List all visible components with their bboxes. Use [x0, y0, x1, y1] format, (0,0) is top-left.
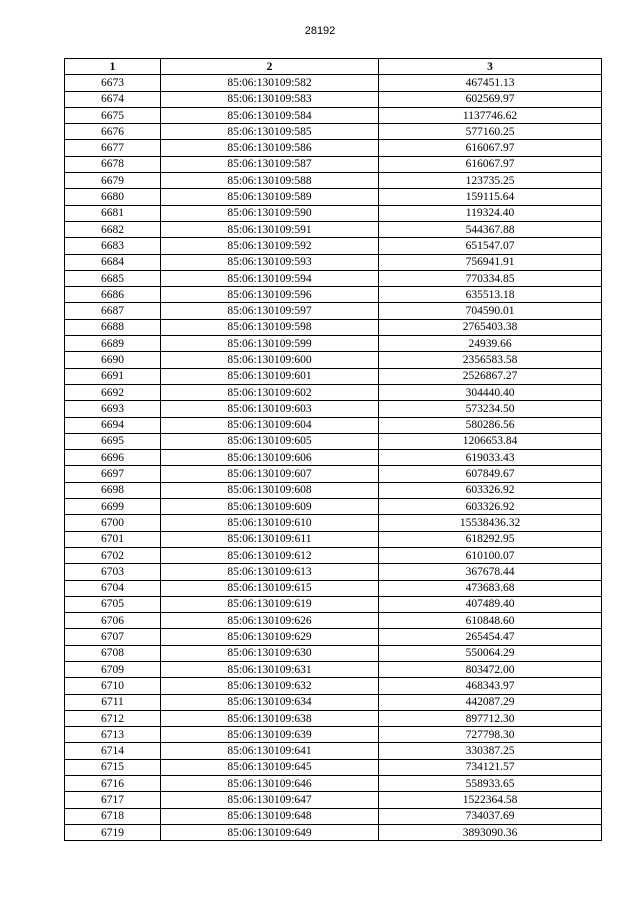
row-number-cell: 6718	[65, 808, 161, 824]
row-number-cell: 6693	[65, 401, 161, 417]
cadastral-number-cell: 85:06:130109:612	[161, 547, 379, 563]
table-row	[65, 694, 602, 710]
value-cell: 407489.40	[379, 596, 602, 612]
table-row	[65, 743, 602, 759]
cadastral-number-cell: 85:06:130109:582	[161, 75, 379, 91]
row-number-cell: 6712	[65, 710, 161, 726]
cadastral-number-cell: 85:06:130109:587	[161, 156, 379, 172]
column-header-3: 3	[379, 59, 602, 75]
value-cell: 635513.18	[379, 287, 602, 303]
cadastral-number-cell: 85:06:130109:586	[161, 140, 379, 156]
table-row	[65, 564, 602, 580]
table-row	[65, 124, 602, 140]
value-cell: 770334.85	[379, 270, 602, 286]
cadastral-number-cell: 85:06:130109:597	[161, 303, 379, 319]
cadastral-number-cell: 85:06:130109:607	[161, 466, 379, 482]
value-cell: 651547.07	[379, 238, 602, 254]
row-number-cell: 6706	[65, 613, 161, 629]
cadastral-number-cell: 85:06:130109:605	[161, 433, 379, 449]
table-row	[65, 205, 602, 221]
value-cell: 619033.43	[379, 450, 602, 466]
value-cell: 580286.56	[379, 417, 602, 433]
cadastral-number-cell: 85:06:130109:596	[161, 287, 379, 303]
cadastral-number-cell: 85:06:130109:645	[161, 759, 379, 775]
table-row	[65, 303, 602, 319]
page-number: 28192	[304, 25, 336, 37]
row-number-cell: 6697	[65, 466, 161, 482]
row-number-cell: 6694	[65, 417, 161, 433]
value-cell: 15538436.32	[379, 515, 602, 531]
row-number-cell: 6703	[65, 564, 161, 580]
value-cell: 803472.00	[379, 661, 602, 677]
table-row	[65, 759, 602, 775]
cadastral-number-cell: 85:06:130109:646	[161, 776, 379, 792]
cadastral-number-cell: 85:06:130109:609	[161, 499, 379, 515]
table-row	[65, 727, 602, 743]
value-cell: 1137746.62	[379, 107, 602, 123]
value-cell: 573234.50	[379, 401, 602, 417]
table-row	[65, 384, 602, 400]
table-row	[65, 613, 602, 629]
value-cell: 2356583.58	[379, 352, 602, 368]
row-number-cell: 6715	[65, 759, 161, 775]
table-row	[65, 776, 602, 792]
value-cell: 734121.57	[379, 759, 602, 775]
cadastral-number-cell: 85:06:130109:611	[161, 531, 379, 547]
cadastral-number-cell: 85:06:130109:648	[161, 808, 379, 824]
row-number-cell: 6695	[65, 433, 161, 449]
cadastral-number-cell: 85:06:130109:603	[161, 401, 379, 417]
column-header-1: 1	[65, 59, 161, 75]
cadastral-number-cell: 85:06:130109:626	[161, 613, 379, 629]
table-row	[65, 238, 602, 254]
column-header-2: 2	[161, 59, 379, 75]
table-row	[65, 482, 602, 498]
cadastral-number-cell: 85:06:130109:601	[161, 368, 379, 384]
table-row	[65, 417, 602, 433]
value-cell: 704590.01	[379, 303, 602, 319]
row-number-cell: 6701	[65, 531, 161, 547]
cadastral-number-cell: 85:06:130109:629	[161, 629, 379, 645]
registry-table	[64, 58, 602, 841]
cadastral-number-cell: 85:06:130109:585	[161, 124, 379, 140]
table-row	[65, 629, 602, 645]
cadastral-number-cell: 85:06:130109:604	[161, 417, 379, 433]
table-row	[65, 368, 602, 384]
row-number-cell: 6685	[65, 270, 161, 286]
cadastral-number-cell: 85:06:130109:590	[161, 205, 379, 221]
row-number-cell: 6676	[65, 124, 161, 140]
table-row	[65, 645, 602, 661]
table-row	[65, 580, 602, 596]
table-row	[65, 254, 602, 270]
row-number-cell: 6698	[65, 482, 161, 498]
row-number-cell: 6713	[65, 727, 161, 743]
table-row	[65, 189, 602, 205]
row-number-cell: 6709	[65, 661, 161, 677]
row-number-cell: 6717	[65, 792, 161, 808]
row-number-cell: 6687	[65, 303, 161, 319]
value-cell: 467451.13	[379, 75, 602, 91]
cadastral-number-cell: 85:06:130109:647	[161, 792, 379, 808]
table-row	[65, 287, 602, 303]
value-cell: 367678.44	[379, 564, 602, 580]
cadastral-number-cell: 85:06:130109:632	[161, 678, 379, 694]
table-row	[65, 336, 602, 352]
row-number-cell: 6683	[65, 238, 161, 254]
value-cell: 24939.66	[379, 336, 602, 352]
row-number-cell: 6679	[65, 173, 161, 189]
value-cell: 159115.64	[379, 189, 602, 205]
row-number-cell: 6677	[65, 140, 161, 156]
row-number-cell: 6711	[65, 694, 161, 710]
value-cell: 734037.69	[379, 808, 602, 824]
value-cell: 610848.60	[379, 613, 602, 629]
cadastral-number-cell: 85:06:130109:588	[161, 173, 379, 189]
value-cell: 610100.07	[379, 547, 602, 563]
row-number-cell: 6699	[65, 499, 161, 515]
table-row	[65, 531, 602, 547]
cadastral-number-cell: 85:06:130109:598	[161, 319, 379, 335]
table-row	[65, 352, 602, 368]
table-row	[65, 140, 602, 156]
row-number-cell: 6684	[65, 254, 161, 270]
table-row	[65, 319, 602, 335]
table-row	[65, 661, 602, 677]
cadastral-number-cell: 85:06:130109:639	[161, 727, 379, 743]
value-cell: 3893090.36	[379, 824, 602, 840]
row-number-cell: 6675	[65, 107, 161, 123]
cadastral-number-cell: 85:06:130109:602	[161, 384, 379, 400]
row-number-cell: 6708	[65, 645, 161, 661]
table-row	[65, 710, 602, 726]
table-row	[65, 91, 602, 107]
value-cell: 2765403.38	[379, 319, 602, 335]
value-cell: 265454.47	[379, 629, 602, 645]
row-number-cell: 6678	[65, 156, 161, 172]
cadastral-number-cell: 85:06:130109:641	[161, 743, 379, 759]
value-cell: 123735.25	[379, 173, 602, 189]
table-row	[65, 808, 602, 824]
value-cell: 603326.92	[379, 499, 602, 515]
value-cell: 616067.97	[379, 140, 602, 156]
value-cell: 2526867.27	[379, 368, 602, 384]
value-cell: 607849.67	[379, 466, 602, 482]
cadastral-number-cell: 85:06:130109:584	[161, 107, 379, 123]
value-cell: 550064.29	[379, 645, 602, 661]
row-number-cell: 6719	[65, 824, 161, 840]
table-body	[65, 75, 602, 841]
cadastral-number-cell: 85:06:130109:599	[161, 336, 379, 352]
table-row	[65, 547, 602, 563]
cadastral-number-cell: 85:06:130109:638	[161, 710, 379, 726]
cadastral-number-cell: 85:06:130109:606	[161, 450, 379, 466]
row-number-cell: 6681	[65, 205, 161, 221]
value-cell: 577160.25	[379, 124, 602, 140]
value-cell: 618292.95	[379, 531, 602, 547]
value-cell: 468343.97	[379, 678, 602, 694]
value-cell: 727798.30	[379, 727, 602, 743]
cadastral-number-cell: 85:06:130109:619	[161, 596, 379, 612]
cadastral-number-cell: 85:06:130109:591	[161, 221, 379, 237]
row-number-cell: 6704	[65, 580, 161, 596]
cadastral-number-cell: 85:06:130109:613	[161, 564, 379, 580]
cadastral-number-cell: 85:06:130109:583	[161, 91, 379, 107]
value-cell: 119324.40	[379, 205, 602, 221]
cadastral-number-cell: 85:06:130109:615	[161, 580, 379, 596]
table-header-row	[65, 59, 602, 75]
cadastral-number-cell: 85:06:130109:589	[161, 189, 379, 205]
row-number-cell: 6688	[65, 319, 161, 335]
value-cell: 1522364.58	[379, 792, 602, 808]
cadastral-number-cell: 85:06:130109:600	[161, 352, 379, 368]
table-row	[65, 515, 602, 531]
row-number-cell: 6714	[65, 743, 161, 759]
table-row	[65, 75, 602, 91]
row-number-cell: 6691	[65, 368, 161, 384]
table-row	[65, 466, 602, 482]
row-number-cell: 6682	[65, 221, 161, 237]
row-number-cell: 6692	[65, 384, 161, 400]
value-cell: 603326.92	[379, 482, 602, 498]
value-cell: 544367.88	[379, 221, 602, 237]
row-number-cell: 6690	[65, 352, 161, 368]
table-row	[65, 450, 602, 466]
row-number-cell: 6686	[65, 287, 161, 303]
table-row	[65, 401, 602, 417]
table-row	[65, 433, 602, 449]
value-cell: 616067.97	[379, 156, 602, 172]
value-cell: 756941.91	[379, 254, 602, 270]
row-number-cell: 6700	[65, 515, 161, 531]
value-cell: 1206653.84	[379, 433, 602, 449]
row-number-cell: 6680	[65, 189, 161, 205]
table-row	[65, 596, 602, 612]
row-number-cell: 6702	[65, 547, 161, 563]
cadastral-number-cell: 85:06:130109:649	[161, 824, 379, 840]
row-number-cell: 6705	[65, 596, 161, 612]
value-cell: 558933.65	[379, 776, 602, 792]
table-row	[65, 678, 602, 694]
value-cell: 330387.25	[379, 743, 602, 759]
value-cell: 473683.68	[379, 580, 602, 596]
cadastral-number-cell: 85:06:130109:608	[161, 482, 379, 498]
row-number-cell: 6696	[65, 450, 161, 466]
cadastral-number-cell: 85:06:130109:634	[161, 694, 379, 710]
value-cell: 897712.30	[379, 710, 602, 726]
table-row	[65, 270, 602, 286]
table-row	[65, 221, 602, 237]
value-cell: 304440.40	[379, 384, 602, 400]
cadastral-number-cell: 85:06:130109:630	[161, 645, 379, 661]
row-number-cell: 6689	[65, 336, 161, 352]
row-number-cell: 6674	[65, 91, 161, 107]
table-row	[65, 156, 602, 172]
value-cell: 602569.97	[379, 91, 602, 107]
cadastral-number-cell: 85:06:130109:592	[161, 238, 379, 254]
row-number-cell: 6707	[65, 629, 161, 645]
table-row	[65, 792, 602, 808]
table-row	[65, 824, 602, 840]
row-number-cell: 6673	[65, 75, 161, 91]
cadastral-number-cell: 85:06:130109:610	[161, 515, 379, 531]
cadastral-number-cell: 85:06:130109:631	[161, 661, 379, 677]
table-row	[65, 107, 602, 123]
row-number-cell: 6710	[65, 678, 161, 694]
row-number-cell: 6716	[65, 776, 161, 792]
table-row	[65, 499, 602, 515]
table-row	[65, 173, 602, 189]
value-cell: 442087.29	[379, 694, 602, 710]
cadastral-number-cell: 85:06:130109:594	[161, 270, 379, 286]
cadastral-number-cell: 85:06:130109:593	[161, 254, 379, 270]
